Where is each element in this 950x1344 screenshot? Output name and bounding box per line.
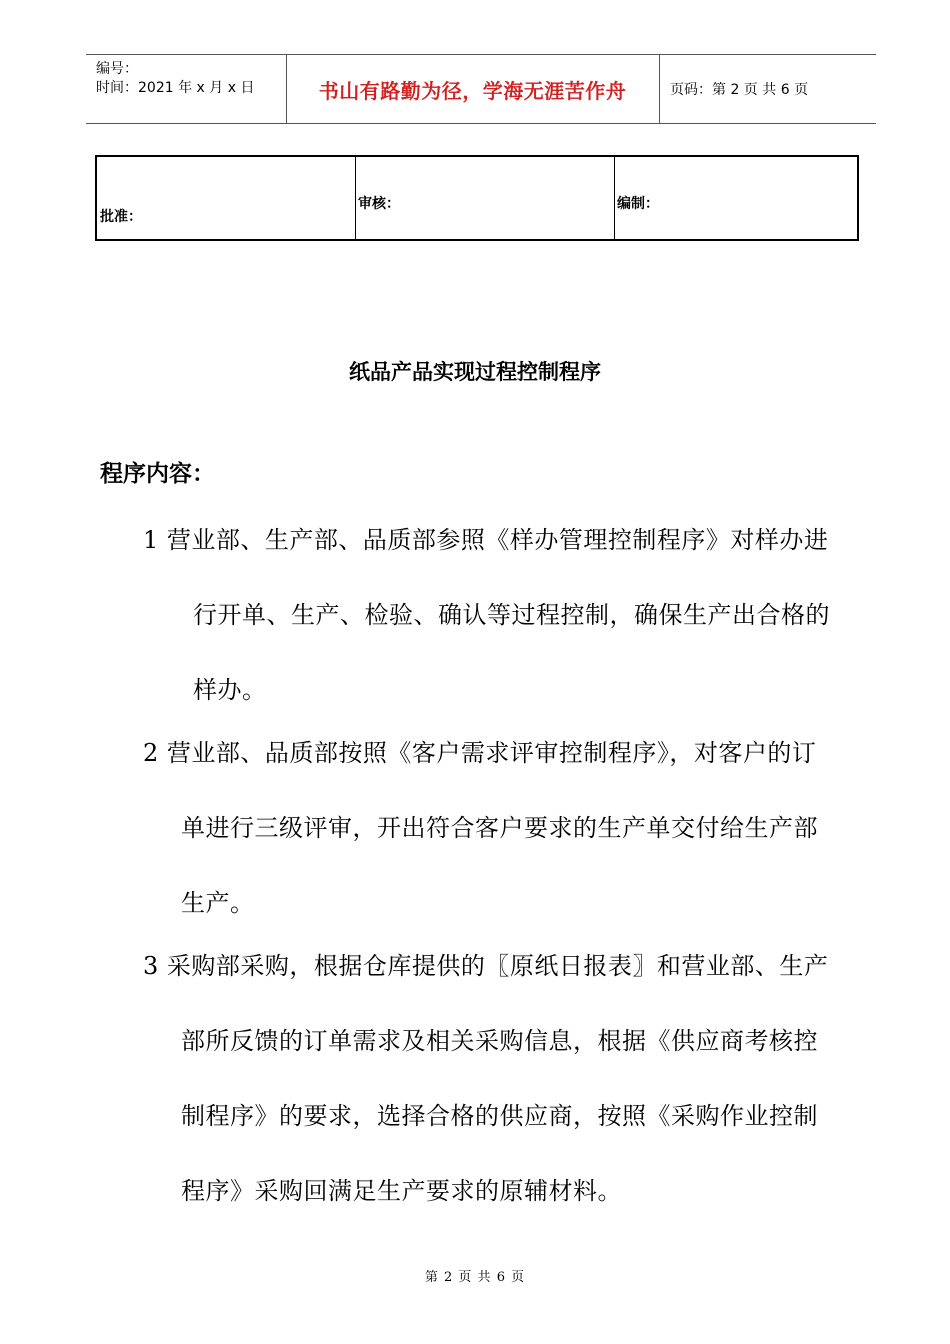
signature-table bbox=[95, 155, 859, 241]
item-line: 程序》采购回满足生产要求的原辅材料。 bbox=[181, 1177, 622, 1205]
approve-label: 批准： bbox=[100, 209, 142, 225]
item-line: 制程序》的要求，选择合格的供应商，按照《采购作业控制 bbox=[181, 1102, 818, 1130]
prepare-cell bbox=[614, 157, 857, 239]
item-line: 部所反馈的订单需求及相关采购信息，根据《供应商考核控 bbox=[181, 1027, 818, 1055]
document-date-label: 时间：2021 年 x 月 x 日 bbox=[96, 80, 255, 96]
item-line: 1 营业部、生产部、品质部参照《样办管理控制程序》对样办进 bbox=[143, 526, 829, 554]
page-footer: 第 2 页 共 6 页 bbox=[424, 1270, 526, 1285]
header-motto: 书山有路勤为径，学海无涯苦作舟 bbox=[318, 78, 627, 103]
header-page-cell bbox=[660, 55, 886, 123]
prepare-label: 编制： bbox=[617, 196, 659, 212]
review-cell bbox=[355, 157, 615, 239]
document-title: 纸品产品实现过程控制程序 bbox=[349, 360, 601, 384]
document-number-label: 编号： bbox=[96, 61, 138, 77]
item-line: 3 采购部采购，根据仓库提供的〖原纸日报表〗和营业部、生产 bbox=[143, 952, 829, 980]
item-line: 行开单、生产、检验、确认等过程控制，确保生产出合格的 bbox=[193, 601, 830, 629]
item-line: 2 营业部、品质部按照《客户需求评审控制程序》，对客户的订 bbox=[143, 739, 817, 767]
review-label: 审核： bbox=[358, 196, 400, 212]
approve-cell bbox=[97, 157, 356, 239]
header-motto-cell bbox=[286, 55, 660, 123]
header-left-cell bbox=[86, 55, 287, 123]
page-header bbox=[86, 54, 876, 124]
header-page-number: 页码：第 2 页 共 6 页 bbox=[670, 82, 809, 98]
item-line: 生产。 bbox=[181, 889, 255, 917]
item-line: 样办。 bbox=[193, 676, 267, 704]
item-line: 单进行三级评审，开出符合客户要求的生产单交付给生产部 bbox=[181, 814, 818, 842]
section-title: 程序内容： bbox=[100, 461, 215, 487]
